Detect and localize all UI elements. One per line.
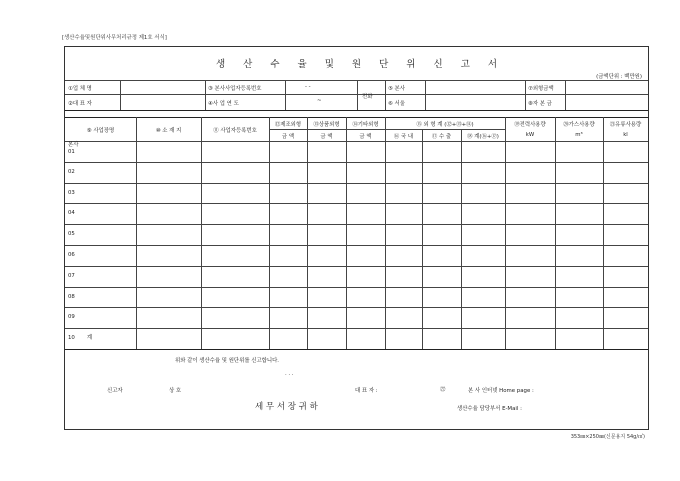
company-name-label: ①업 체 명 (68, 86, 92, 92)
seal-mark: ㉒ (440, 387, 446, 393)
reporter-label: 신고자 (107, 388, 123, 394)
email-label: 생산수율 담당부서 E-Mail : (457, 406, 522, 412)
col-header-oil: ㉑유류사용량 (609, 122, 642, 128)
title-char: 및 (324, 59, 334, 70)
year-value: ~ (317, 98, 322, 104)
hq-phone-label: ⑤ 본사 (388, 86, 405, 92)
title-char: 고 (460, 59, 470, 70)
title-char: 산 (243, 59, 253, 70)
subheader-total: ⑱ 계(⑯+⑰) (467, 134, 499, 140)
col-header-other-sales: ⑭기타외형 (352, 122, 379, 128)
capital-label: ⑧자 본 금 (528, 101, 552, 107)
seoul-phone-label: ⑥ 서울 (388, 101, 405, 107)
row-label: 04 (68, 210, 75, 217)
subheader-amount: 금 액 (281, 134, 295, 140)
title-char: 수 (270, 59, 280, 70)
tax-office-addressee: 세 무 서 장 귀 하 (255, 402, 318, 412)
subheader-domestic: ⑯ 국 내 (393, 134, 414, 140)
col-header-location: ⑩ 소 재 지 (155, 128, 182, 134)
title-char: 원 (351, 59, 362, 70)
row-label: 08 (68, 293, 75, 300)
col-header-reg-no: ⑪ 사업자등록번호 (213, 128, 257, 134)
col-header-mfg-sales: ⑫제조외형 (274, 122, 302, 128)
regulation-label: [생산수율및원단위사무처리규정 제1호 서식] (62, 35, 167, 41)
hq-reg-no-label: ③ 본사사업자등록번호 (208, 86, 262, 92)
row-label: 05 (68, 231, 75, 238)
trade-name-label: 상 호 (169, 388, 182, 394)
unit-kl: kl (623, 132, 628, 138)
declaration-statement: 위와 같이 생산수율 및 원단위를 신고합니다. (175, 358, 280, 364)
title-char: 위 (406, 59, 416, 70)
col-header-workplace: ⑨ 사업장명 (86, 128, 115, 134)
unit-note: (금액단위 : 백만원) (596, 74, 642, 80)
reg-no-value: - - (305, 84, 311, 90)
col-header-goods-sales: ⑬상품외형 (313, 122, 340, 128)
unit-kwh: kW (525, 132, 535, 138)
title-char: 단 (379, 59, 389, 70)
row-label: 02 (68, 168, 75, 175)
row-label: 10 계 (68, 335, 93, 342)
col-header-electricity: ⑲전력사용량 (514, 122, 546, 128)
subheader-amount: 금 액 (359, 134, 372, 140)
title-char: 서 (487, 59, 498, 70)
row-label: 09 (68, 314, 75, 321)
unit-m3: m³ (575, 132, 583, 138)
col-header-sales-total-group: ⑮ 외 형 계 (⑫+⑬+⑭) (416, 122, 474, 128)
report-form (64, 46, 649, 430)
title-char: 율 (297, 59, 307, 70)
row-label: 06 (68, 252, 75, 258)
row-label: 07 (68, 272, 75, 279)
phone-label: 전화 (362, 94, 373, 100)
date-dots: . . . (285, 371, 294, 377)
subheader-amount: 금 액 (320, 134, 333, 140)
paper-spec-note: 353㎜×250㎜(신문용지 54g/㎡) (570, 434, 645, 440)
homepage-label: 본 사 인터넷 Home page : (468, 388, 534, 394)
title-char: 생 (215, 59, 226, 70)
form-title (65, 56, 648, 70)
row-label: 본사 01 (68, 142, 79, 155)
title-char: 신 (433, 59, 443, 70)
foreign-amount-label: ⑦외형금액 (528, 86, 554, 92)
col-header-gas: ⑳가스사용량 (563, 122, 595, 128)
subheader-export: ⑰ 수 출 (431, 134, 452, 140)
business-year-label: ④사 업 연 도 (208, 101, 239, 107)
ceo-label: 대 표 자 : (355, 388, 378, 394)
row-label: 03 (68, 189, 75, 196)
representative-label: ②대 표 자 (68, 101, 92, 107)
